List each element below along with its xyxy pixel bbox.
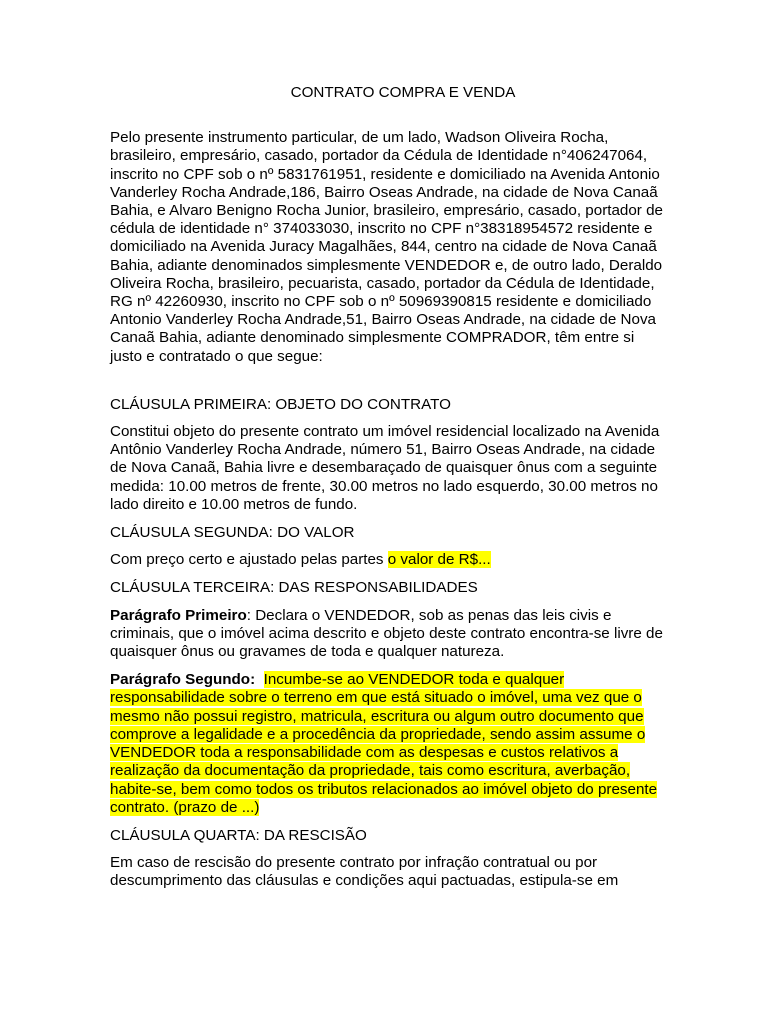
paragraph-1-text: : Declara o VENDEDOR, sob as penas das leis civis e criminais, que o imóvel acima descrito e objeto deste contrato encontra-se livre de quaisquer ônus ou gravames de toda e qualquer natureza. xyxy=(110,606,663,661)
clause-2-paragraph xyxy=(110,551,666,569)
clause-2-text: Com preço certo e ajustado pelas partes xyxy=(110,551,388,569)
paragraph-2-label: Parágrafo Segundo: xyxy=(110,671,256,689)
paragraph-2-highlight: Incumbe-se ao VENDEDOR toda e qualquer responsabilidade sobre o terreno em que está situado o imóvel, uma vez que o mesmo não possui registro, matricula, escritura ou algum outro documento que comprove a legalidade e a procedência da propriedade, sendo assim assume o VENDEDOR toda a responsabilidade com as despesas e custos relativos a realização da documentação da propriedade, tais como escritura, averbação, habite-se, bem como todos os tributos relacionados ao imóvel objeto do presente contrato. (prazo de ...) xyxy=(110,671,658,816)
clause-3-heading: CLÁUSULA TERCEIRA: DAS RESPONSABILIDADES xyxy=(110,579,478,597)
clause-4-heading: CLÁUSULA QUARTA: DA RESCISÃO xyxy=(110,826,367,844)
clause-2-highlight: o valor de R$... xyxy=(387,551,491,569)
intro-paragraph: Pelo presente instrumento particular, de um lado, Wadson Oliveira Rocha, brasileiro, empresário, casado, portador da Cédula de Identidade n°406247064, inscrito no CPF sob o nº 5831761951, residente e domiciliado na Avenida Antonio Vanderley Rocha Andrade,186, Bairro Oseas Andrade, na cidade de Nova Canaã Bahia, e Alvaro Benigno Rocha Junior, brasileiro, empresário, casado, portador de cédula de identidade n° 374033030, inscrito no CPF n°38318954572 residente e domiciliado na Avenida Juracy Magalhães, 844, centro na cidade de Nova Canaã Bahia, adiante denominados simplesmente VENDEDOR e, de outro lado, Deraldo Oliveira Rocha, brasileiro, pecuarista, casado, portador da Cédula de Identidade, RG nº 42260930, inscrito no CPF sob o nº 50969390815 residente e domiciliado Antonio Vanderley Rocha Andrade,51, Bairro Oseas Andrade, na cidade de Nova Canaã Bahia, adiante denominado simplesmente COMPRADOR, têm entre si justo e contratado o que segue: xyxy=(110,129,663,365)
document-title: CONTRATO COMPRA E VENDA xyxy=(290,84,516,101)
clause-1-heading: CLÁUSULA PRIMEIRA: OBJETO DO CONTRATO xyxy=(110,395,451,413)
clause-3-paragraph-2 xyxy=(110,671,666,817)
clause-1-text: Constitui objeto do presente contrato um imóvel residencial localizado na Avenida Antônio Vanderley Rocha Andrade, número 51, Bairro Oseas Andrade, na cidade de Nova Canaã, Bahia livre e desembaraçado de quaisquer ônus com a seguinte medida: 10.00 metros de frente, 30.00 metros no lado esquerdo, 30.00 metros no lado direito e 10.00 metros de fundo. xyxy=(110,423,660,513)
clause-3-paragraph-1 xyxy=(110,607,666,662)
clause-4-text: Em caso de rescisão do presente contrato por infração contratual ou por descumprimento das cláusulas e condições aqui pactuadas, estipula-se em xyxy=(110,854,619,890)
paragraph-1-label: Parágrafo Primeiro xyxy=(110,606,247,624)
clause-2-heading: CLÁUSULA SEGUNDA: DO VALOR xyxy=(110,524,355,542)
